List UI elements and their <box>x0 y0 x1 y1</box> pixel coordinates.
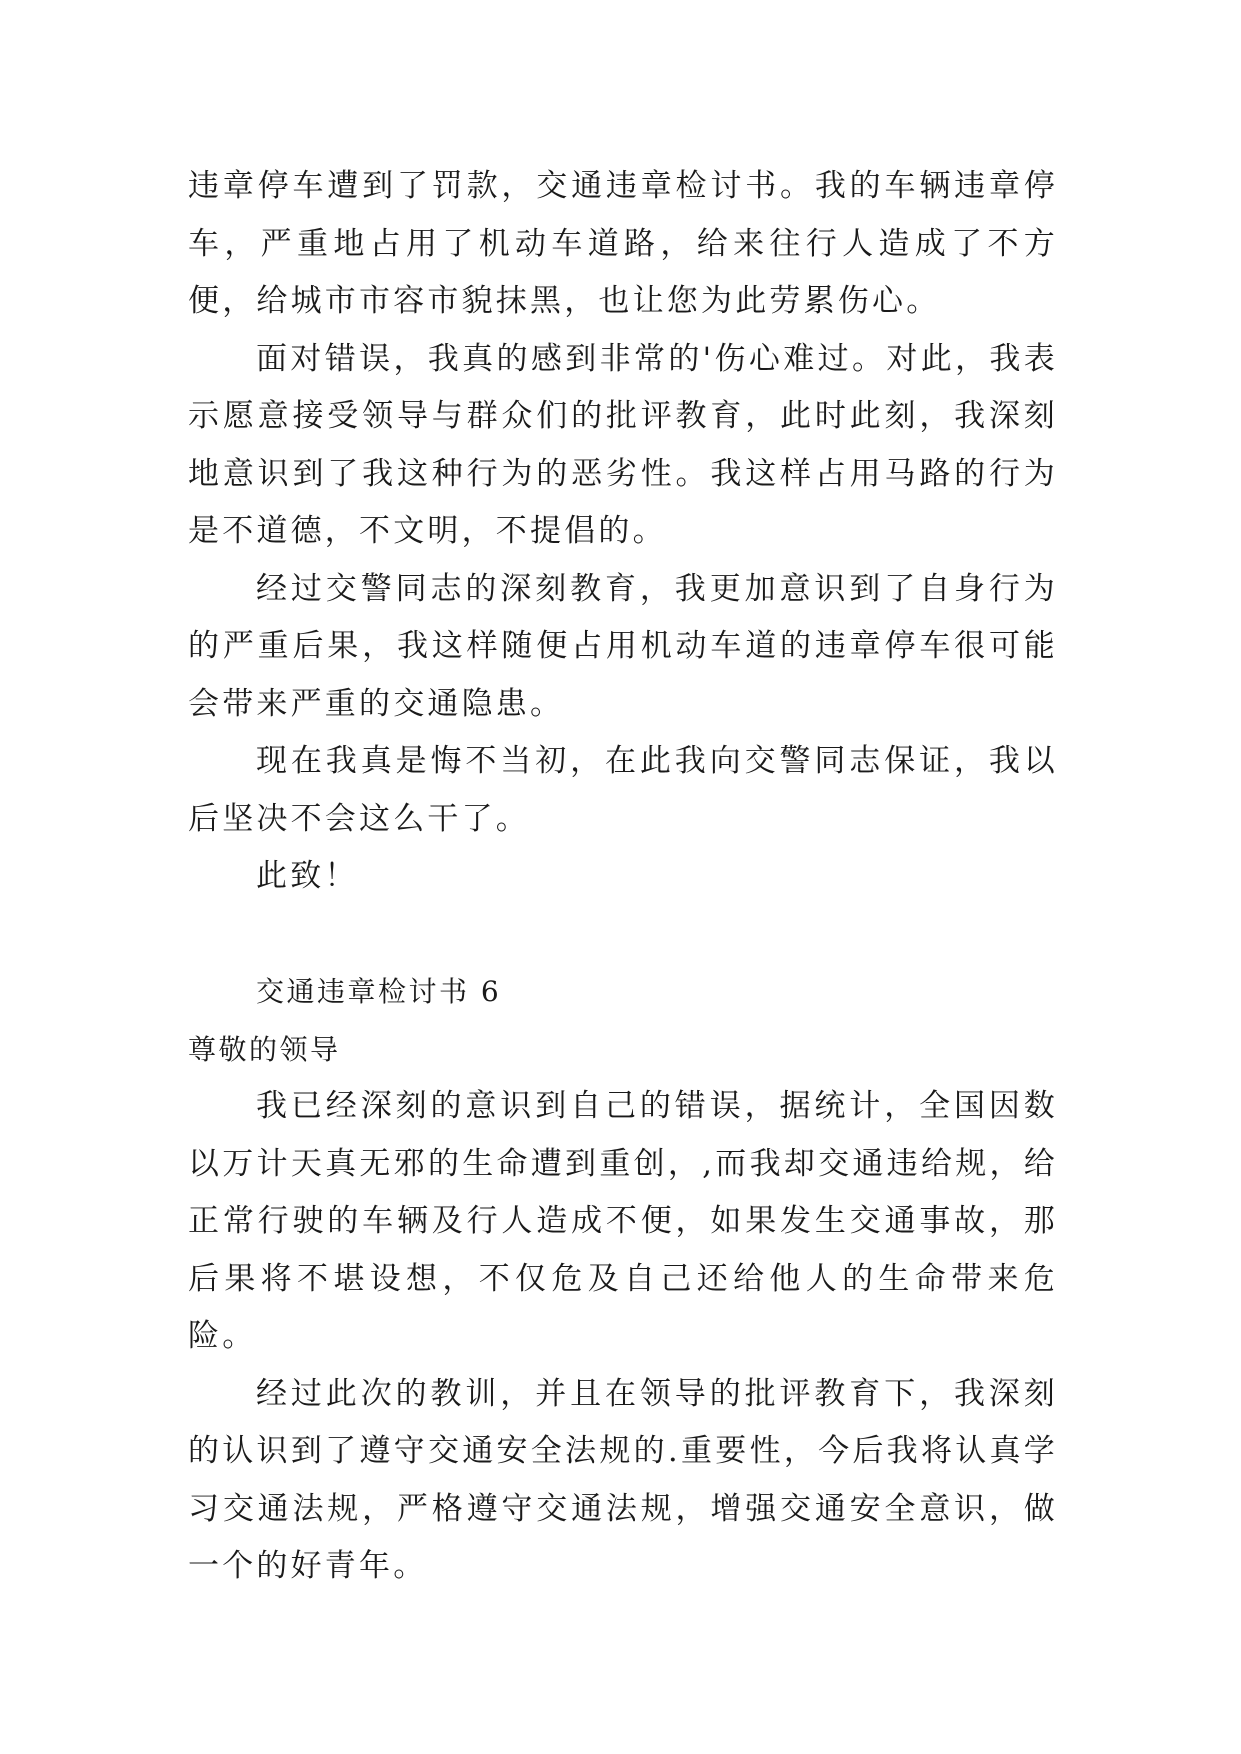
salutation: 尊敬的领导 <box>188 1032 341 1066</box>
paragraph-6: 经过此次的教训，并且在领导的批评教育下，我深刻的认识到了遵守交通安全法规的.重要性，今后我将认真学习交通法规，严格遵守交通法规，增强交通安全意识，做一个的好青年。 <box>188 1375 1058 1584</box>
section-heading: 交通违章检讨书 6 <box>256 975 502 1008</box>
document-body <box>188 158 1058 1596</box>
paragraph-1: 违章停车遭到了罚款，交通违章检讨书。我的车辆违章停车，严重地占用了机动车道路，给来往行人造成了不方便，给城市市容市貌抹黑，也让您为此劳累伤心。 <box>188 168 1058 319</box>
paragraph-3: 经过交警同志的深刻教育，我更加意识到了自身行为的严重后果，我这样随便占用机动车道的违章停车很可能会带来严重的交通隐患。 <box>188 570 1058 722</box>
closing-line: 此致！ <box>256 858 359 894</box>
paragraph-2: 面对错误，我真的感到非常的'伤心难过。对此，我表示愿意接受领导与群众们的批评教育，此时此刻，我深刻地意识到了我这种行为的恶劣性。我这样占用马路的行为是不道德，不文明，不提倡的。 <box>188 340 1058 549</box>
paragraph-5: 我已经深刻的意识到自己的错误，据统计，全国因数以万计天真无邪的生命遭到重创，,而我却交通违给规，给正常行驶的车辆及行人造成不便，如果发生交通事故，那后果将不堪设想，不仅危及自己还给他人的生命带来危险。 <box>188 1088 1058 1354</box>
section-gap <box>188 906 1058 964</box>
paragraph-4: 现在我真是悔不当初，在此我向交警同志保证，我以后坚决不会这么干了。 <box>188 743 1058 837</box>
